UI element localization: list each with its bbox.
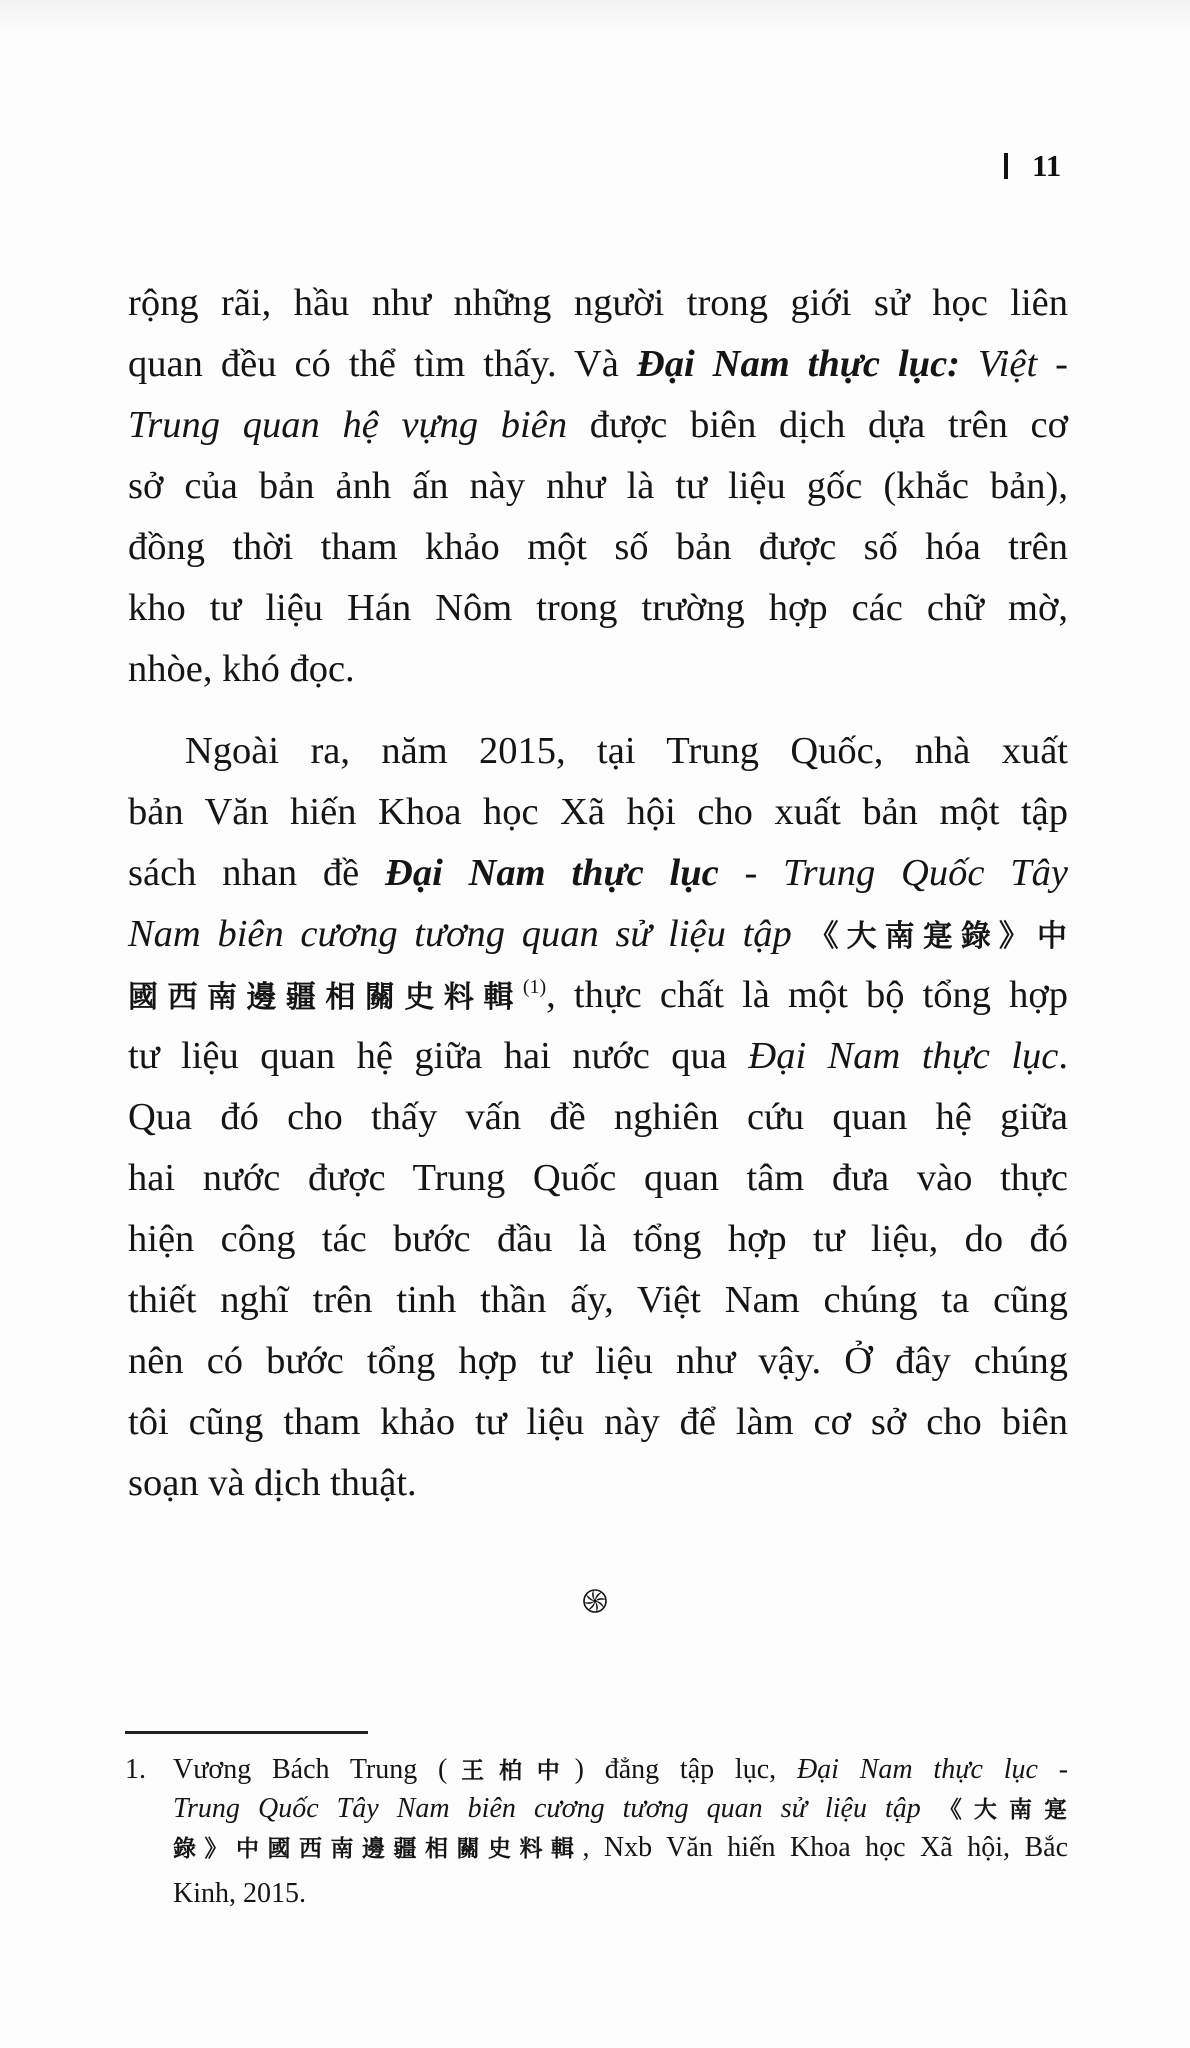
book-title-italic: Nam biên cương tương quan sử liệu tập bbox=[128, 913, 792, 955]
text-span: Qua đó cho thấy vấn đề nghiên cứu quan hệ giữa bbox=[128, 1096, 1068, 1138]
page-number: 11 bbox=[1032, 148, 1062, 183]
text-span: bản Văn hiến Khoa học Xã hội cho xuất bản một tập bbox=[128, 791, 1068, 833]
footnote-line bbox=[173, 1876, 1068, 1912]
text-line bbox=[128, 1094, 1068, 1140]
chinese-title: 錄》中國西南邊疆相關史料輯 bbox=[173, 1836, 583, 1862]
footnote-line bbox=[173, 1791, 1068, 1827]
chinese-name: 王柏中 bbox=[447, 1758, 575, 1784]
book-title-italic: - Trung Quốc Tây bbox=[718, 852, 1068, 894]
book-title-bold-italic: Đại Nam thực lục bbox=[385, 852, 719, 894]
scan-edge-shadow bbox=[0, 0, 1190, 36]
text-line bbox=[128, 972, 1068, 1018]
book-title-italic: Trung quan hệ vựng biên bbox=[128, 404, 568, 446]
text-span: thiết nghĩ trên tinh thần ấy, Việt Nam chúng ta cũng bbox=[128, 1279, 1068, 1321]
footnote-separator bbox=[125, 1731, 368, 1734]
text-line bbox=[128, 789, 1068, 835]
book-title-italic: Trung Quốc Tây Nam biên cương tương quan sử liệu tập bbox=[173, 1793, 921, 1824]
text-line bbox=[128, 911, 1068, 957]
text-line bbox=[128, 402, 1068, 448]
text-span: Kinh, 2015. bbox=[173, 1878, 306, 1909]
text-line bbox=[128, 1338, 1068, 1384]
text-span: sách nhan đề bbox=[128, 852, 386, 894]
footnote-line bbox=[173, 1830, 1068, 1866]
text-line bbox=[128, 585, 1068, 631]
text-span: Vương Bách Trung ( bbox=[173, 1754, 448, 1785]
text-span: rộng rãi, hầu như những người trong giới sử học liên bbox=[128, 282, 1068, 324]
text-span: , thực chất là một bộ tổng hợp bbox=[546, 974, 1069, 1016]
text-line bbox=[128, 341, 1068, 387]
text-span: ) đẳng tập lục, bbox=[574, 1754, 797, 1785]
text-span: soạn và dịch thuật. bbox=[128, 1462, 417, 1504]
text-span: , Nxb Văn hiến Khoa học Xã hội, Bắc bbox=[582, 1832, 1069, 1863]
text-span: nên có bước tổng hợp tư liệu như vậy. Ở đây chúng bbox=[128, 1340, 1068, 1382]
text-line bbox=[128, 1216, 1068, 1262]
text-line bbox=[128, 1460, 1068, 1506]
header-separator-bar bbox=[1004, 153, 1008, 179]
text-span: nhòe, khó đọc. bbox=[128, 648, 355, 690]
text-span: quan đều có thể tìm thấy. Và bbox=[128, 343, 637, 385]
text-span: sở của bản ảnh ấn này như là tư liệu gốc (khắc bản), bbox=[128, 465, 1068, 507]
text-line bbox=[128, 1399, 1068, 1445]
chinese-title: 國西南邊疆相關史料輯 bbox=[128, 980, 523, 1015]
text-span: kho tư liệu Hán Nôm trong trường hợp các chữ mờ, bbox=[128, 587, 1068, 629]
text-line bbox=[128, 646, 1068, 692]
footnote-number: 1. bbox=[125, 1754, 146, 1785]
book-title-italic: Đại Nam thực lục bbox=[748, 1035, 1059, 1077]
text-line bbox=[128, 463, 1068, 509]
book-title-italic: Việt - bbox=[959, 343, 1068, 385]
text-line bbox=[128, 280, 1068, 326]
footnote-reference[interactable]: (1) bbox=[522, 976, 547, 998]
text-line bbox=[128, 1155, 1068, 1201]
page-number-header bbox=[1004, 148, 1061, 184]
text-span: . bbox=[1058, 1035, 1068, 1077]
text-span: Ngoài ra, năm 2015, tại Trung Quốc, nhà xuất bbox=[185, 730, 1068, 772]
footnote-line bbox=[173, 1752, 1068, 1788]
text-span: được biên dịch dựa trên cơ bbox=[567, 404, 1068, 446]
book-title-bold-italic: Đại Nam thực lục: bbox=[636, 343, 960, 385]
text-span: tư liệu quan hệ giữa hai nước qua bbox=[128, 1035, 749, 1077]
text-span: tôi cũng tham khảo tư liệu này để làm cơ sở cho biên bbox=[128, 1401, 1068, 1443]
text-span: đồng thời tham khảo một số bản được số hóa trên bbox=[128, 526, 1068, 568]
pinwheel-ornament-icon bbox=[583, 1589, 607, 1613]
text-line bbox=[185, 728, 1068, 774]
chinese-title: 《大南寔錄》中 bbox=[808, 919, 1069, 954]
chinese-title: 《大南寔 bbox=[938, 1797, 1069, 1823]
text-span: hiện công tác bước đầu là tổng hợp tư liệu, do đó bbox=[128, 1218, 1068, 1260]
text-line bbox=[128, 524, 1068, 570]
text-line bbox=[128, 850, 1068, 896]
text-span: hai nước được Trung Quốc quan tâm đưa vào thực bbox=[128, 1157, 1068, 1199]
text-line bbox=[128, 1277, 1068, 1323]
text-line bbox=[128, 1033, 1068, 1079]
book-title-italic: Đại Nam thực lục - bbox=[796, 1754, 1069, 1785]
